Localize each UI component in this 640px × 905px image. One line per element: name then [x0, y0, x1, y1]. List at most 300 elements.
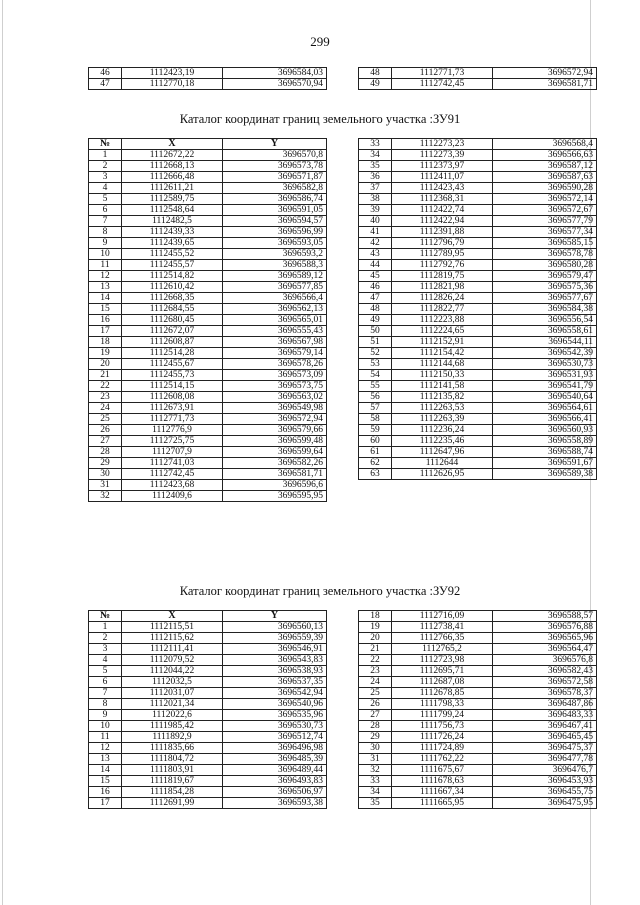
coord-x: 1112776,9 [122, 425, 223, 436]
coord-x: 1112684,55 [122, 304, 223, 315]
coord-y: 3696589,12 [223, 271, 327, 282]
coord-x: 1112673,91 [122, 403, 223, 414]
coord-y: 3696580,28 [493, 260, 597, 271]
coord-y: 3696477,78 [493, 754, 597, 765]
table-row [359, 293, 597, 304]
point-number: 34 [359, 150, 392, 161]
point-number: 19 [89, 348, 122, 359]
point-number: 49 [359, 315, 392, 326]
table-row [359, 315, 597, 326]
table-row [89, 183, 327, 194]
coord-y: 3696542,39 [493, 348, 597, 359]
coord-x: 1112695,71 [392, 666, 493, 677]
table-row [89, 425, 327, 436]
coord-x: 1112144,68 [392, 359, 493, 370]
coord-y: 3696593,38 [223, 798, 327, 809]
table-row [359, 611, 597, 622]
coord-y: 3696465,45 [493, 732, 597, 743]
coord-x: 1112391,88 [392, 227, 493, 238]
coord-x: 1112455,73 [122, 370, 223, 381]
point-number: 11 [89, 732, 122, 743]
coord-x: 1112672,22 [122, 150, 223, 161]
table-row [359, 205, 597, 216]
table-row [359, 787, 597, 798]
table-row [359, 666, 597, 677]
table-row [89, 216, 327, 227]
coord-x: 1112548,64 [122, 205, 223, 216]
coord-y: 3696594,57 [223, 216, 327, 227]
point-number: 35 [359, 161, 392, 172]
coord-y: 3696512,74 [223, 732, 327, 743]
point-number: 63 [359, 469, 392, 480]
coord-x: 1111798,33 [392, 699, 493, 710]
coord-x: 1111665,95 [392, 798, 493, 809]
point-number: 13 [89, 754, 122, 765]
point-number: 57 [359, 403, 392, 414]
table-row [89, 337, 327, 348]
point-number: 6 [89, 205, 122, 216]
point-number: 32 [89, 491, 122, 502]
coord-x: 1112482,5 [122, 216, 223, 227]
coord-y: 3696560,93 [493, 425, 597, 436]
coord-y: 3696540,64 [493, 392, 597, 403]
coord-y: 3696475,95 [493, 798, 597, 809]
coord-x: 1112789,95 [392, 249, 493, 260]
coord-y: 3696582,8 [223, 183, 327, 194]
coord-y: 3696555,43 [223, 326, 327, 337]
point-number: 9 [89, 238, 122, 249]
coord-x: 1112455,52 [122, 249, 223, 260]
point-number: 29 [359, 732, 392, 743]
coord-y: 3696578,26 [223, 359, 327, 370]
coord-x: 1111756,73 [392, 721, 493, 732]
point-number: 51 [359, 337, 392, 348]
coord-y: 3696579,66 [223, 425, 327, 436]
table-row [89, 315, 327, 326]
table-row [359, 458, 597, 469]
coord-x: 1112647,96 [392, 447, 493, 458]
point-number: 53 [359, 359, 392, 370]
point-number: 28 [89, 447, 122, 458]
coord-y: 3696570,8 [223, 150, 327, 161]
coord-x: 1112423,43 [392, 183, 493, 194]
coord-y: 3696579,14 [223, 348, 327, 359]
coord-y: 3696591,67 [493, 458, 597, 469]
coord-y: 3696587,12 [493, 161, 597, 172]
table-row [89, 721, 327, 732]
table-row [89, 414, 327, 425]
table-row [359, 150, 597, 161]
table-row [89, 622, 327, 633]
coord-x: 1112821,98 [392, 282, 493, 293]
coord-y: 3696467,41 [493, 721, 597, 732]
coord-x: 1111678,63 [392, 776, 493, 787]
coord-x: 1112680,45 [122, 315, 223, 326]
table-row [89, 677, 327, 688]
coord-y: 3696565,96 [493, 633, 597, 644]
point-number: 9 [89, 710, 122, 721]
table-row [89, 787, 327, 798]
coord-x: 1112738,41 [392, 622, 493, 633]
table-row [89, 194, 327, 205]
table-row [359, 655, 597, 666]
coord-x: 1112668,13 [122, 161, 223, 172]
coord-x: 1112716,09 [392, 611, 493, 622]
coord-y: 3696530,73 [223, 721, 327, 732]
zu92-table-right [358, 610, 597, 809]
point-number: 10 [89, 249, 122, 260]
coord-y: 3696566,63 [493, 150, 597, 161]
point-number: 2 [89, 633, 122, 644]
point-number: 15 [89, 304, 122, 315]
coord-y: 3696537,35 [223, 677, 327, 688]
coord-y: 3696542,94 [223, 688, 327, 699]
table-row [89, 370, 327, 381]
coord-x: 1112644 [392, 458, 493, 469]
coord-x: 1112826,24 [392, 293, 493, 304]
coord-x: 1112235,46 [392, 436, 493, 447]
table-row [359, 348, 597, 359]
coord-y: 3696584,03 [223, 68, 327, 79]
table-row [89, 688, 327, 699]
coord-y: 3696577,67 [493, 293, 597, 304]
coord-y: 3696593,2 [223, 249, 327, 260]
coord-x: 1112439,33 [122, 227, 223, 238]
coord-y: 3696572,14 [493, 194, 597, 205]
point-number: 25 [89, 414, 122, 425]
zu92-table-left [88, 610, 327, 809]
zu91-table-right [358, 138, 597, 480]
coord-y: 3696595,95 [223, 491, 327, 502]
top-table-left [88, 67, 327, 90]
coord-y: 3696596,99 [223, 227, 327, 238]
coord-x: 1112115,51 [122, 622, 223, 633]
point-number: 60 [359, 436, 392, 447]
point-number: 26 [89, 425, 122, 436]
table-row [89, 732, 327, 743]
table-row [359, 710, 597, 721]
coord-x: 1111799,24 [392, 710, 493, 721]
coord-x: 1112079,52 [122, 655, 223, 666]
coord-x: 1112455,57 [122, 260, 223, 271]
table-row [359, 425, 597, 436]
table-header-row [89, 611, 327, 622]
coord-y: 3696588,57 [493, 611, 597, 622]
coord-y: 3696530,73 [493, 359, 597, 370]
coord-x: 1112672,07 [122, 326, 223, 337]
coord-y: 3696475,37 [493, 743, 597, 754]
point-number: 7 [89, 688, 122, 699]
coord-x: 1112822,77 [392, 304, 493, 315]
coord-x: 1112422,74 [392, 205, 493, 216]
coord-y: 3696578,78 [493, 249, 597, 260]
table-row [89, 798, 327, 809]
table-row [359, 161, 597, 172]
coord-x: 1112608,08 [122, 392, 223, 403]
zu92-title: Каталог координат границ земельного участка :ЗУ92 [179, 584, 461, 598]
point-number: 44 [359, 260, 392, 271]
zu91-table-left [88, 138, 327, 502]
coord-x: 1112273,39 [392, 150, 493, 161]
point-number: 43 [359, 249, 392, 260]
table-row [89, 348, 327, 359]
table-header-row [89, 139, 327, 150]
coord-y: 3696599,48 [223, 436, 327, 447]
point-number: 45 [359, 271, 392, 282]
coord-y: 3696562,13 [223, 304, 327, 315]
point-number: 11 [89, 260, 122, 271]
coord-y: 3696577,34 [493, 227, 597, 238]
coord-x: 1112771,73 [392, 68, 493, 79]
point-number: 23 [359, 666, 392, 677]
point-number: 25 [359, 688, 392, 699]
coord-x: 1112044,22 [122, 666, 223, 677]
zu91-title: Каталог координат границ земельного участка :ЗУ91 [179, 112, 461, 126]
point-number: 54 [359, 370, 392, 381]
coord-y: 3696566,41 [493, 414, 597, 425]
coord-y: 3696581,71 [223, 469, 327, 480]
point-number: 3 [89, 644, 122, 655]
coord-x: 1112819,75 [392, 271, 493, 282]
coord-x: 1112691,99 [122, 798, 223, 809]
point-number: 40 [359, 216, 392, 227]
table-row [89, 743, 327, 754]
point-number: 31 [359, 754, 392, 765]
coord-x: 1112021,34 [122, 699, 223, 710]
coord-x: 1111762,22 [392, 754, 493, 765]
coord-y: 3696587,63 [493, 172, 597, 183]
coord-y: 3696568,4 [493, 139, 597, 150]
coord-x: 1112423,68 [122, 480, 223, 491]
coord-x: 1112610,42 [122, 282, 223, 293]
coord-x: 1112135,82 [392, 392, 493, 403]
coord-y: 3696599,64 [223, 447, 327, 458]
coord-y: 3696564,47 [493, 644, 597, 655]
table-row [359, 304, 597, 315]
point-number: 22 [359, 655, 392, 666]
point-number: 55 [359, 381, 392, 392]
coord-y: 3696560,13 [223, 622, 327, 633]
coord-x: 1112514,28 [122, 348, 223, 359]
coord-x: 1112154,42 [392, 348, 493, 359]
coord-y: 3696593,05 [223, 238, 327, 249]
table-row [89, 238, 327, 249]
table-row [359, 326, 597, 337]
point-number: 24 [359, 677, 392, 688]
coord-x: 1112223,88 [392, 315, 493, 326]
coord-x: 1112368,31 [392, 194, 493, 205]
coord-x: 1112608,87 [122, 337, 223, 348]
coord-y: 3696576,88 [493, 622, 597, 633]
point-number: 6 [89, 677, 122, 688]
coord-x: 1112141,58 [392, 381, 493, 392]
point-number: 30 [359, 743, 392, 754]
table-row [359, 216, 597, 227]
table-row [359, 183, 597, 194]
coord-x: 1112514,15 [122, 381, 223, 392]
coord-x: 1112373,97 [392, 161, 493, 172]
table-row [359, 370, 597, 381]
coord-y: 3696570,94 [223, 79, 327, 90]
point-number: 34 [359, 787, 392, 798]
table-row [359, 79, 597, 90]
coord-x: 1112707,9 [122, 447, 223, 458]
coord-x: 1111804,72 [122, 754, 223, 765]
coord-y: 3696487,86 [493, 699, 597, 710]
coord-y: 3696584,38 [493, 304, 597, 315]
coord-x: 1112411,07 [392, 172, 493, 183]
coord-y: 3696559,39 [223, 633, 327, 644]
table-row [89, 205, 327, 216]
point-number: 3 [89, 172, 122, 183]
table-row [359, 381, 597, 392]
coord-y: 3696575,36 [493, 282, 597, 293]
coord-y: 3696596,6 [223, 480, 327, 491]
point-number: 1 [89, 150, 122, 161]
point-number: 13 [89, 282, 122, 293]
coord-x: 1111985,42 [122, 721, 223, 732]
point-number: 4 [89, 655, 122, 666]
coord-y: 3696573,78 [223, 161, 327, 172]
point-number: 5 [89, 666, 122, 677]
coord-y: 3696549,98 [223, 403, 327, 414]
coord-x: 1112150,33 [392, 370, 493, 381]
table-row [359, 699, 597, 710]
coord-y: 3696585,15 [493, 238, 597, 249]
point-number: 19 [359, 622, 392, 633]
coord-x: 1111892,9 [122, 732, 223, 743]
table-row [359, 139, 597, 150]
table-row [359, 282, 597, 293]
coord-y: 3696590,28 [493, 183, 597, 194]
coord-y: 3696577,85 [223, 282, 327, 293]
table-row [359, 743, 597, 754]
top-table-right [358, 67, 597, 90]
point-number: 20 [89, 359, 122, 370]
point-number: 27 [89, 436, 122, 447]
coord-y: 3696565,01 [223, 315, 327, 326]
table-row [359, 359, 597, 370]
point-number: 17 [89, 798, 122, 809]
point-number: 27 [359, 710, 392, 721]
coord-y: 3696586,74 [223, 194, 327, 205]
point-number: 42 [359, 238, 392, 249]
table-row [89, 666, 327, 677]
coord-x: 1112409,6 [122, 491, 223, 502]
coord-x: 1112765,2 [392, 644, 493, 655]
point-number: 59 [359, 425, 392, 436]
coord-x: 1112111,41 [122, 644, 223, 655]
point-number: 18 [359, 611, 392, 622]
point-number: 38 [359, 194, 392, 205]
point-number: 2 [89, 161, 122, 172]
point-number: 30 [89, 469, 122, 480]
coord-y: 3696506,97 [223, 787, 327, 798]
table-row [359, 194, 597, 205]
point-number: 4 [89, 183, 122, 194]
point-number: 22 [89, 381, 122, 392]
point-number: 21 [89, 370, 122, 381]
point-number: 20 [359, 633, 392, 644]
coord-y: 3696578,37 [493, 688, 597, 699]
point-number: 46 [89, 68, 122, 79]
coord-y: 3696544,11 [493, 337, 597, 348]
table-row [89, 150, 327, 161]
table-row [359, 447, 597, 458]
table-row [359, 677, 597, 688]
table-row [89, 480, 327, 491]
table-row [89, 403, 327, 414]
coord-y: 3696455,75 [493, 787, 597, 798]
coord-y: 3696556,54 [493, 315, 597, 326]
table-row [359, 688, 597, 699]
table-row [359, 469, 597, 480]
point-number: 37 [359, 183, 392, 194]
coord-y: 3696573,09 [223, 370, 327, 381]
point-number: 35 [359, 798, 392, 809]
table-row [89, 469, 327, 480]
column-header-coord-y: Y [223, 611, 327, 622]
point-number: 31 [89, 480, 122, 491]
point-number: 16 [89, 315, 122, 326]
coord-x: 1112263,53 [392, 403, 493, 414]
coord-y: 3696538,93 [223, 666, 327, 677]
point-number: 10 [89, 721, 122, 732]
table-row [89, 392, 327, 403]
coord-x: 1112115,62 [122, 633, 223, 644]
point-number: 5 [89, 194, 122, 205]
coord-x: 1112626,95 [392, 469, 493, 480]
coord-x: 1111724,89 [392, 743, 493, 754]
table-row [89, 655, 327, 666]
table-row [359, 68, 597, 79]
point-number: 24 [89, 403, 122, 414]
page-number: 299 [310, 34, 330, 49]
coord-y: 3696581,71 [493, 79, 597, 90]
table-row [359, 622, 597, 633]
table-row [89, 271, 327, 282]
table-row [89, 644, 327, 655]
coord-x: 1111835,66 [122, 743, 223, 754]
coord-y: 3696588,74 [493, 447, 597, 458]
column-header-coord-x: X [122, 139, 223, 150]
coord-y: 3696588,3 [223, 260, 327, 271]
table-row [89, 260, 327, 271]
point-number: 16 [89, 787, 122, 798]
coord-x: 1112796,79 [392, 238, 493, 249]
coord-y: 3696591,05 [223, 205, 327, 216]
coord-x: 1112423,19 [122, 68, 223, 79]
point-number: 7 [89, 216, 122, 227]
coord-x: 1112422,94 [392, 216, 493, 227]
coord-y: 3696546,91 [223, 644, 327, 655]
coord-y: 3696572,67 [493, 205, 597, 216]
column-header-point-number: № [89, 611, 122, 622]
coord-y: 3696589,38 [493, 469, 597, 480]
coord-y: 3696489,44 [223, 765, 327, 776]
coord-x: 1112514,82 [122, 271, 223, 282]
coord-x: 1112611,21 [122, 183, 223, 194]
point-number: 56 [359, 392, 392, 403]
table-row [359, 721, 597, 732]
coord-y: 3696535,96 [223, 710, 327, 721]
table-row [359, 337, 597, 348]
coord-x: 1111803,91 [122, 765, 223, 776]
table-row [89, 754, 327, 765]
coord-x: 1111726,24 [392, 732, 493, 743]
point-number: 8 [89, 699, 122, 710]
coord-y: 3696571,87 [223, 172, 327, 183]
